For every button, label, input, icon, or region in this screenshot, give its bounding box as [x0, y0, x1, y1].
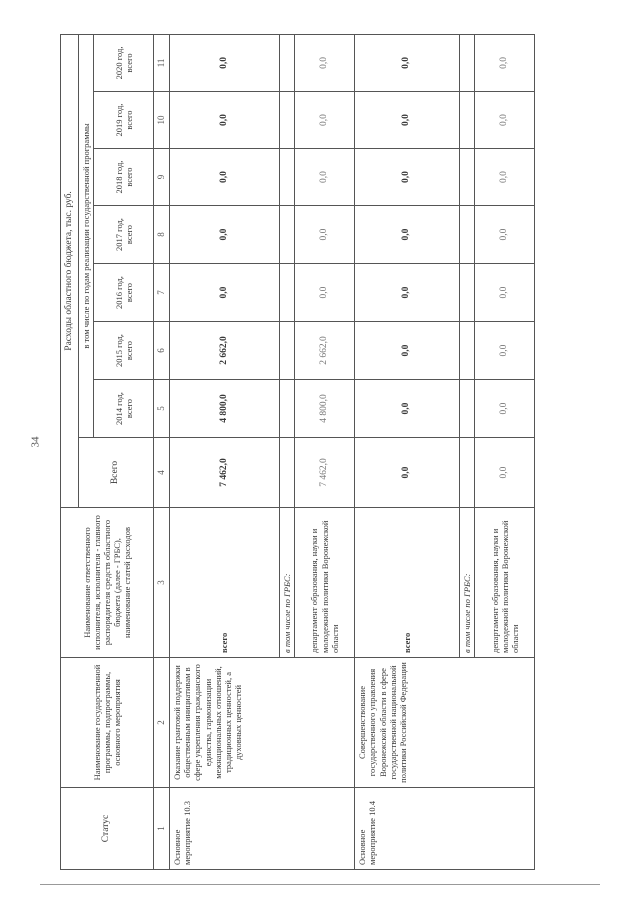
- header-program-name: Наименование государственной программы, подпрограммы, основного мероприятия: [61, 658, 154, 788]
- header-year: 2015 год, всего: [94, 322, 154, 380]
- column-number: 8: [154, 206, 170, 264]
- cell-value: 0,0: [295, 149, 355, 206]
- column-number: 7: [154, 264, 170, 322]
- header-by-years: в том числе по годам реализации государственной программы: [79, 34, 94, 437]
- header-expenses-group: Расходы областного бюджета, тыс. руб.: [61, 34, 79, 507]
- row-total-label: всего: [355, 508, 460, 658]
- column-number: 2: [154, 658, 170, 788]
- cell-value: 0,0: [475, 149, 535, 206]
- row-name: Оказание грантовой поддержки общественным инициативам в сфере укрепления гражданского единства, гармонизации межнациональных отношений, традиционных ценностей, а духовных ценностей: [169, 658, 354, 788]
- row-status: Основное мероприятие 10.4: [355, 788, 535, 870]
- cell-value: 0,0: [295, 34, 355, 91]
- row-name: Совершенствование государственного управления Воронежской области в сфере государственной национальной политики Российской Федерации: [355, 658, 535, 788]
- cell-value: 0,0: [169, 34, 279, 91]
- cell-value: 0,0: [355, 149, 460, 206]
- cell-value: 0,0: [475, 92, 535, 149]
- row-incl-label: в том числе по ГРБС:: [460, 508, 475, 658]
- budget-table: [60, 34, 535, 870]
- cell-value: 0,0: [475, 206, 535, 264]
- column-number: 5: [154, 380, 170, 438]
- rotated-page: [60, 35, 530, 870]
- row-dept: департамент образования, науки и молодежной политики Воронежской области: [475, 508, 535, 658]
- header-status: Статус: [61, 788, 154, 870]
- row-total-label: всего: [169, 508, 279, 658]
- column-number: 6: [154, 322, 170, 380]
- header-year: 2016 год, всего: [94, 264, 154, 322]
- column-number: 4: [154, 438, 170, 508]
- cell-value: 0,0: [169, 206, 279, 264]
- cell-value: 4 800,0: [169, 380, 279, 438]
- cell-value: 0,0: [169, 149, 279, 206]
- page-number: 34: [29, 436, 42, 448]
- row-status: Основное мероприятие 10.3: [169, 788, 354, 870]
- cell-value: 0,0: [295, 264, 355, 322]
- cell-value: 0,0: [169, 264, 279, 322]
- header-total: Всего: [79, 438, 154, 508]
- header-year: 2014 год, всего: [94, 380, 154, 438]
- cell-value: 2 662,0: [295, 322, 355, 380]
- column-number: 9: [154, 149, 170, 206]
- cell-total: 0,0: [475, 438, 535, 508]
- column-number: 3: [154, 508, 170, 658]
- cell-value: 0,0: [475, 264, 535, 322]
- cell-value: 0,0: [355, 380, 460, 438]
- cell-value: 0,0: [355, 206, 460, 264]
- cell-value: 0,0: [355, 92, 460, 149]
- header-year: 2020 год, всего: [94, 34, 154, 91]
- column-number: 11: [154, 34, 170, 91]
- header-responsible: Наименование ответственного исполнителя, исполнителя - главного распорядителя средств областного бюджета (далее - ГРБС), наименование статей расходов: [61, 508, 154, 658]
- cell-value: 0,0: [295, 206, 355, 264]
- cell-value: 4 800,0: [295, 380, 355, 438]
- cell-total: 0,0: [355, 438, 460, 508]
- cell-value: 2 662,0: [169, 322, 279, 380]
- row-incl-label: в том числе по ГРБС:: [279, 508, 294, 658]
- cell-value: 0,0: [355, 322, 460, 380]
- cell-value: 0,0: [355, 34, 460, 91]
- page-bottom-rule: [40, 884, 600, 885]
- row-dept: департамент образования, науки и молодежной политики Воронежской области: [295, 508, 355, 658]
- header-year: 2018 год, всего: [94, 149, 154, 206]
- cell-value: 0,0: [169, 92, 279, 149]
- cell-value: 0,0: [355, 264, 460, 322]
- cell-value: 0,0: [475, 380, 535, 438]
- cell-total: 7 462,0: [295, 438, 355, 508]
- cell-value: 0,0: [295, 92, 355, 149]
- header-year: 2019 год, всего: [94, 92, 154, 149]
- cell-total: 7 462,0: [169, 438, 279, 508]
- column-number: 1: [154, 788, 170, 870]
- header-year: 2017 год, всего: [94, 206, 154, 264]
- cell-value: 0,0: [475, 322, 535, 380]
- column-number: 10: [154, 92, 170, 149]
- cell-value: 0,0: [475, 34, 535, 91]
